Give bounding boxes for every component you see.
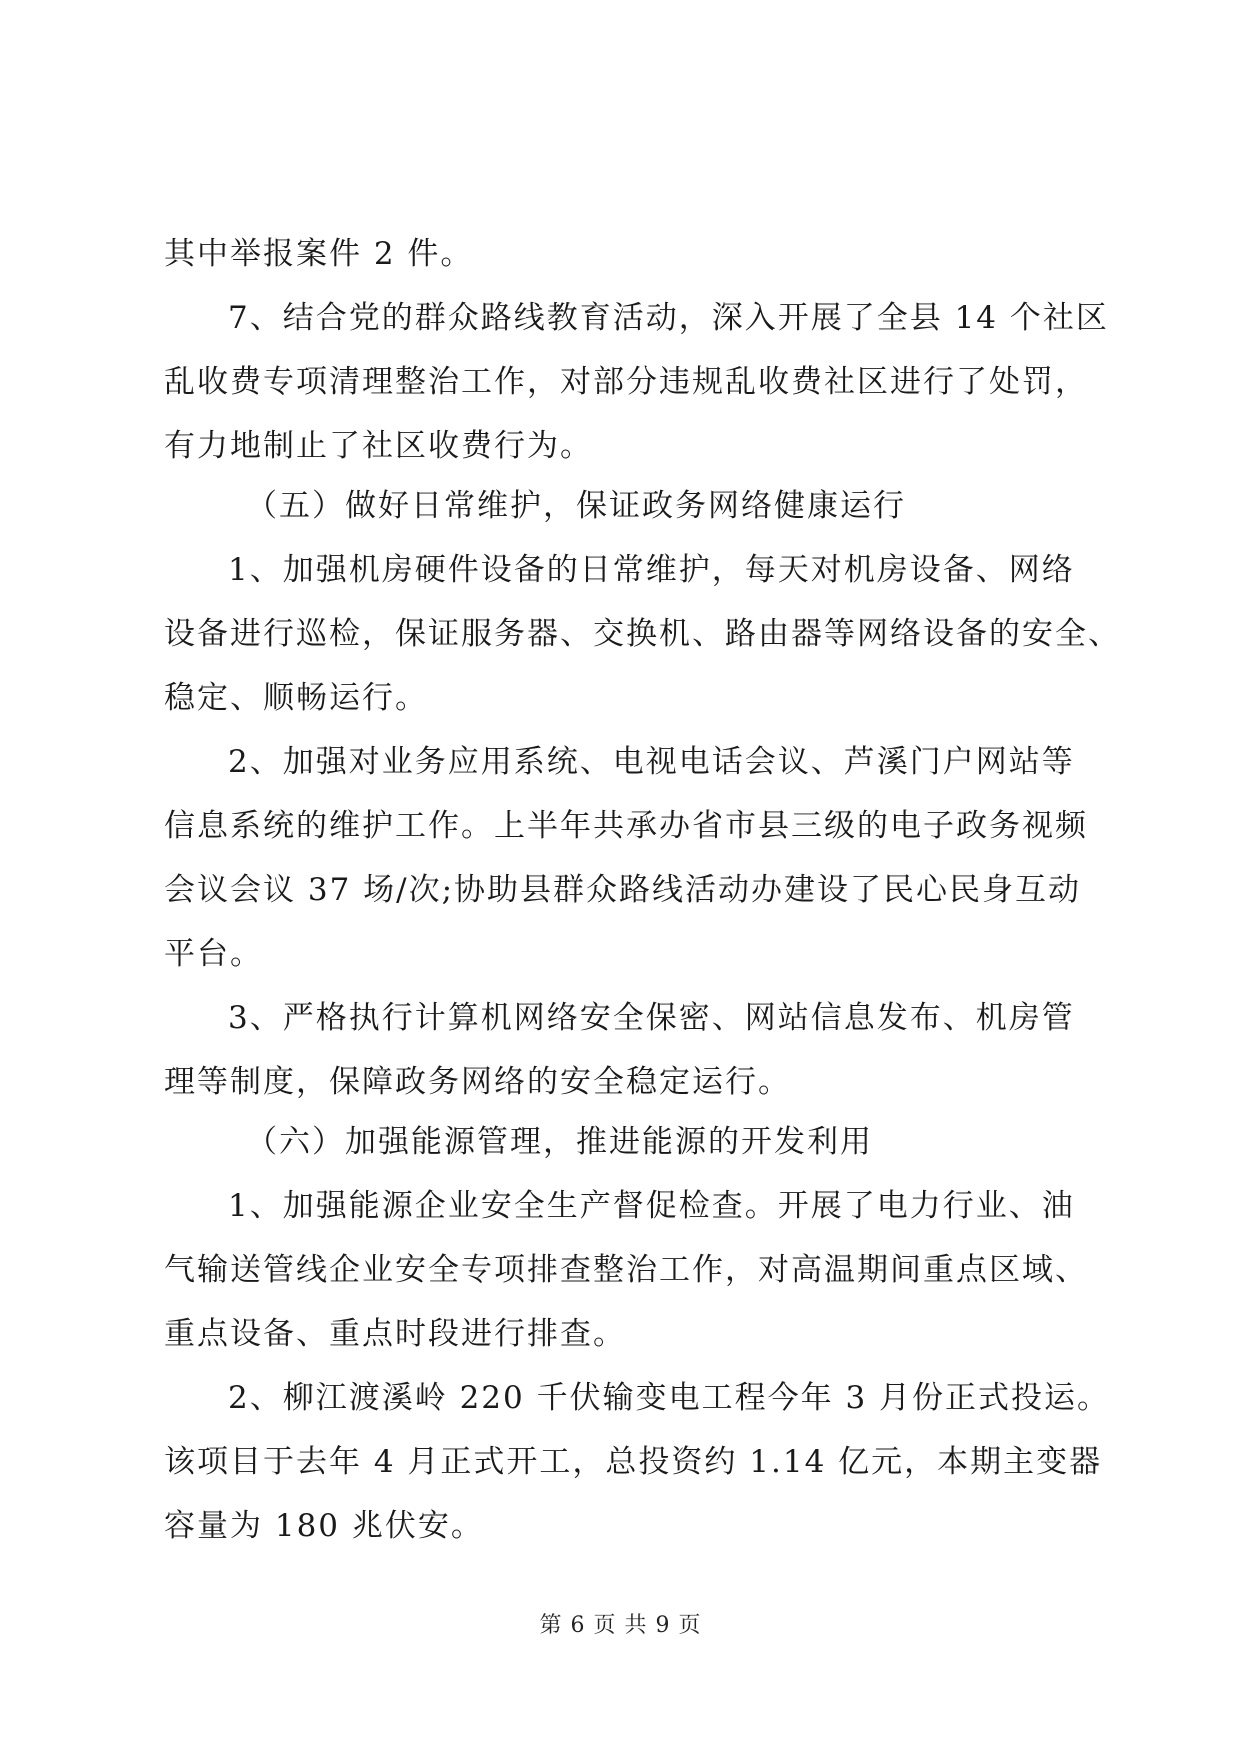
paragraph-line: 有力地制止了社区收费行为。 [164,428,593,464]
section-heading: （六）加强能源管理，推进能源的开发利用 [246,1124,873,1160]
paragraph-line: 3、严格执行计算机网络安全保密、网站信息发布、机房管 [228,1000,1075,1036]
paragraph-line: 理等制度，保障政务网络的安全稳定运行。 [164,1064,791,1100]
paragraph-line: 信息系统的维护工作。上半年共承办省市县三级的电子政务视频 [164,808,1088,844]
paragraph-line: 该项目于去年 4 月正式开工，总投资约 1.14 亿元，本期主变器 [164,1444,1103,1480]
paragraph-line: 7、结合党的群众路线教育活动，深入开展了全县 14 个社区 [228,300,1109,336]
paragraph-line: 会议会议 37 场/次;协助县群众路线活动办建设了民心民身互动 [164,872,1082,908]
paragraph-line: 气输送管线企业安全专项排查整治工作，对高温期间重点区域、 [164,1252,1088,1288]
paragraph-line: 设备进行巡检，保证服务器、交换机、路由器等网络设备的安全、 [164,616,1121,652]
paragraph-line: 容量为 180 兆伏安。 [164,1508,484,1544]
paragraph-line: 2、加强对业务应用系统、电视电话会议、芦溪门户网站等 [228,744,1075,780]
paragraph-line: 稳定、顺畅运行。 [164,680,428,716]
paragraph-line: 1、加强能源企业安全生产督促检查。开展了电力行业、油 [228,1188,1075,1224]
paragraph-line: 1、加强机房硬件设备的日常维护，每天对机房设备、网络 [228,552,1075,588]
section-heading: （五）做好日常维护，保证政务网络健康运行 [246,488,906,524]
paragraph-line: 平台。 [164,936,263,972]
paragraph-line: 重点设备、重点时段进行排查。 [164,1316,626,1352]
page-number-footer: 第 6 页 共 9 页 [539,1613,702,1638]
paragraph-line: 2、柳江渡溪岭 220 千伏输变电工程今年 3 月份正式投运。 [228,1380,1111,1416]
paragraph-line: 其中举报案件 2 件。 [164,236,474,272]
paragraph-line: 乱收费专项清理整治工作，对部分违规乱收费社区进行了处罚， [164,364,1088,400]
